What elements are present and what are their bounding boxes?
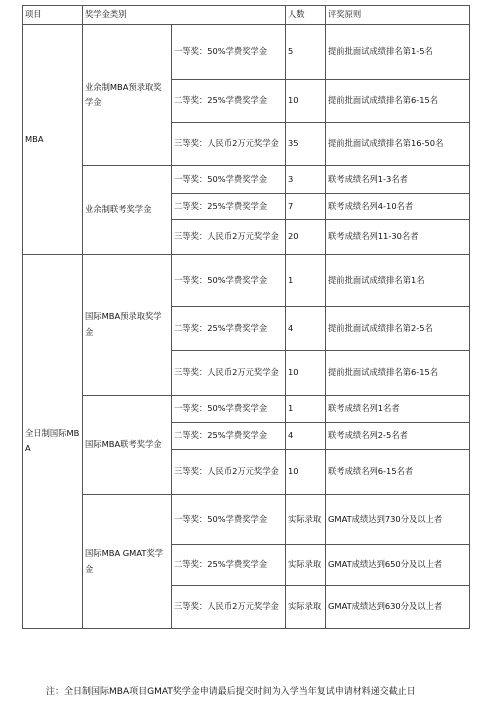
tier-level-cell: 三等奖：人民币2万元奖学金 xyxy=(172,123,285,165)
tier-count-cell: 7 xyxy=(286,194,325,219)
tier-count-cell: 5 xyxy=(286,25,325,79)
tier-level-cell: 一等奖：50%学费奖学金 xyxy=(172,166,285,192)
tier-level-cell: 二等奖：25%学费奖学金 xyxy=(172,194,285,219)
tier-count-cell: 4 xyxy=(286,307,325,349)
category-name-cell: 业余制联考奖学金 xyxy=(83,166,171,253)
tier-level-cell: 二等奖：25%学费奖学金 xyxy=(172,307,285,349)
tier-level-cell: 一等奖：50%学费奖学金 xyxy=(172,255,285,307)
tier-criteria-cell: 提前批面试成绩排名第2-5名 xyxy=(326,307,469,349)
program-name-cell: 全日制国际MBA xyxy=(23,255,82,628)
tier-level-cell: 一等奖：50%学费奖学金 xyxy=(172,396,285,422)
tier-count-cell: 10 xyxy=(286,80,325,122)
category-name-cell: 业余制MBA预录取奖学金 xyxy=(83,25,171,165)
table-header-row xyxy=(23,6,469,24)
tier-criteria-cell: 联考成绩名列1-3名者 xyxy=(326,166,469,192)
tier-level-cell: 二等奖：25%学费奖学金 xyxy=(172,80,285,122)
footnote: 注：全日制国际MBA项目GMAT奖学金申请最后提交时间为入学当年复试申请材料递交截止日 xyxy=(46,687,416,697)
tier-count-cell: 实际录取 xyxy=(286,495,325,544)
tier-criteria-cell: 提前批面试成绩排名第16-50名 xyxy=(326,123,469,165)
tier-count-cell: 20 xyxy=(286,220,325,254)
tier-count-cell: 3 xyxy=(286,166,325,192)
tier-criteria-cell: 联考成绩名列11-30名者 xyxy=(326,220,469,254)
tier-count-cell: 10 xyxy=(286,351,325,395)
tier-criteria-cell: 提前批面试成绩排名第6-15名 xyxy=(326,80,469,122)
tier-count-cell: 10 xyxy=(286,450,325,494)
tier-criteria-cell: GMAT成绩达到650分及以上者 xyxy=(326,545,469,585)
tier-count-cell: 实际录取 xyxy=(286,586,325,628)
tier-criteria-cell: GMAT成绩达到630分及以上者 xyxy=(326,586,469,628)
tier-level-cell: 三等奖：人民币2万元奖学金 xyxy=(172,450,285,494)
scholarship-table xyxy=(22,5,470,629)
tier-level-cell: 二等奖：25%学费奖学金 xyxy=(172,545,285,585)
tier-criteria-cell: 联考成绩名列4-10名者 xyxy=(326,194,469,219)
table-row xyxy=(23,166,469,192)
tier-criteria-cell: 提前批面试成绩排名第6-15名 xyxy=(326,351,469,395)
tier-count-cell: 4 xyxy=(286,423,325,448)
tier-count-cell: 1 xyxy=(286,396,325,422)
table-row xyxy=(23,255,469,307)
table-row xyxy=(23,495,469,544)
tier-count-cell: 1 xyxy=(286,255,325,307)
tier-level-cell: 一等奖：50%学费奖学金 xyxy=(172,495,285,544)
program-name-cell: MBA xyxy=(23,25,82,254)
table-row xyxy=(23,25,469,79)
category-name-cell: 国际MBA预录取奖学金 xyxy=(83,255,171,395)
tier-level-cell: 一等奖：50%学费奖学金 xyxy=(172,25,285,79)
header-scholarship-category: 奖学金类别 xyxy=(83,6,285,24)
header-count: 人数 xyxy=(286,6,325,24)
tier-criteria-cell: 联考成绩名列2-5名者 xyxy=(326,423,469,448)
tier-count-cell: 35 xyxy=(286,123,325,165)
tier-criteria-cell: 联考成绩名列1名者 xyxy=(326,396,469,422)
tier-level-cell: 三等奖：人民币2万元奖学金 xyxy=(172,351,285,395)
scholarship-table-wrapper xyxy=(22,5,470,629)
tier-criteria-cell: 联考成绩名列6-15名者 xyxy=(326,450,469,494)
header-criteria: 评奖原则 xyxy=(326,6,469,24)
category-name-cell: 国际MBA GMAT奖学金 xyxy=(83,495,171,628)
tier-count-cell: 实际录取 xyxy=(286,545,325,585)
tier-criteria-cell: 提前批面试成绩排名第1名 xyxy=(326,255,469,307)
tier-criteria-cell: GMAT成绩达到730分及以上者 xyxy=(326,495,469,544)
tier-level-cell: 三等奖：人民币2万元奖学金 xyxy=(172,586,285,628)
table-row xyxy=(23,396,469,422)
header-project: 项目 xyxy=(23,6,82,24)
tier-criteria-cell: 提前批面试成绩排名第1-5名 xyxy=(326,25,469,79)
tier-level-cell: 二等奖：25%学费奖学金 xyxy=(172,423,285,448)
category-name-cell: 国际MBA联考奖学金 xyxy=(83,396,171,494)
tier-level-cell: 三等奖：人民币2万元奖学金 xyxy=(172,220,285,254)
